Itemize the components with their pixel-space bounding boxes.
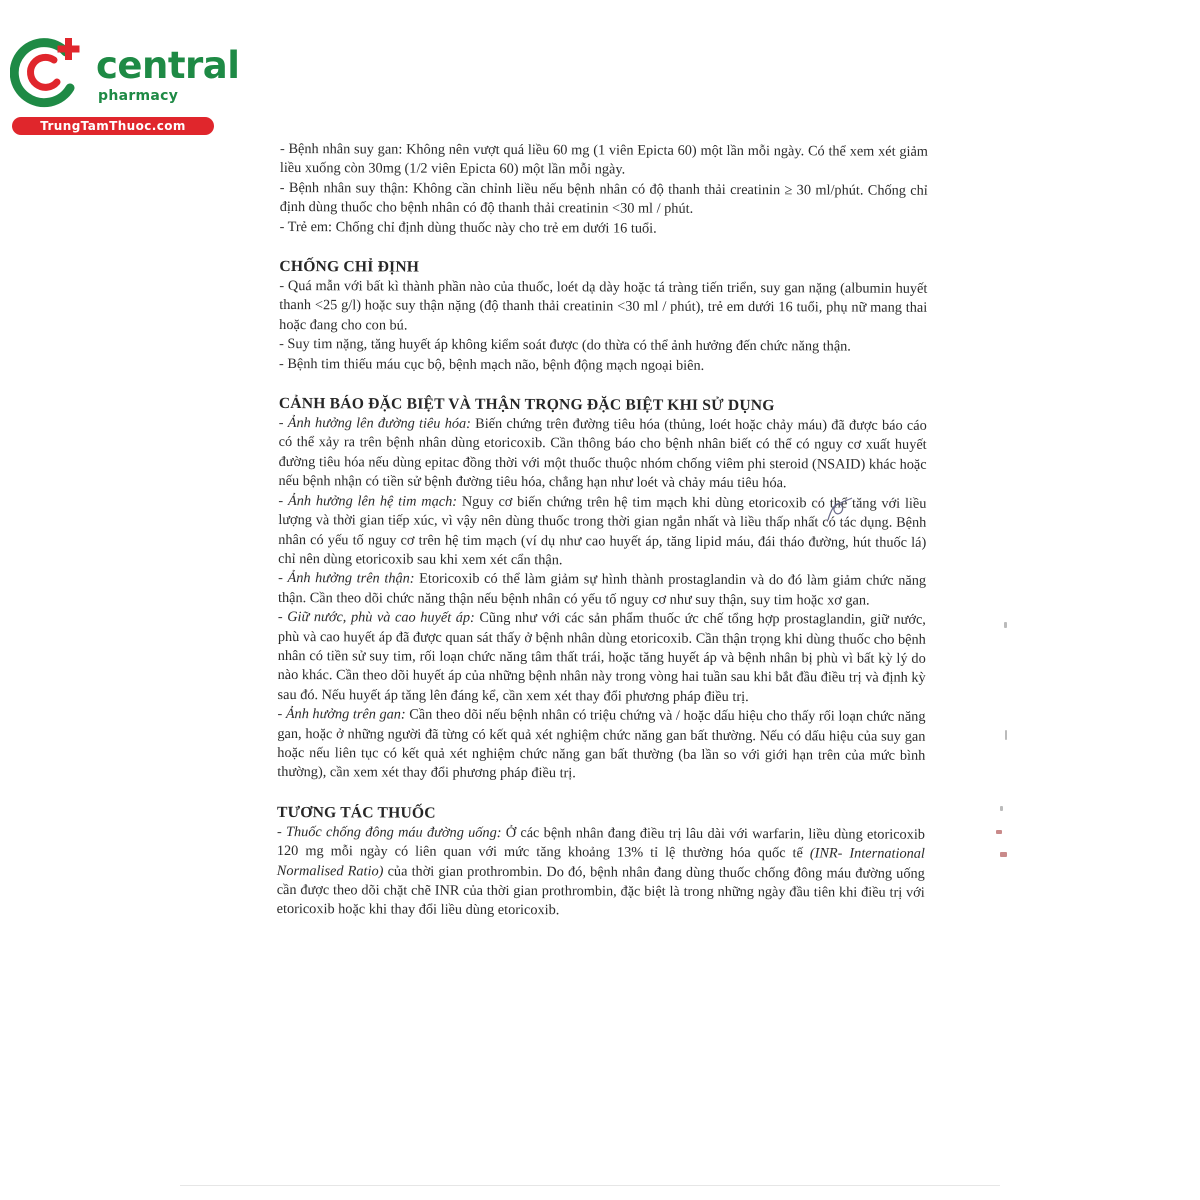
scan-mark [996, 830, 1002, 834]
interaction-text: Ở các bệnh nhân đang điều trị lâu dài với warfarin, liều dùng etoricoxib 120 mg mỗi ngày có liên quan với mức tăng khoảng 13% tỉ lệ thường hóa quốc tế [276, 824, 926, 862]
brand-name: central [96, 44, 240, 87]
contraindication-item: - Quá mẫn với bất kì thành phần nào của thuốc, loét dạ dày hoặc tá tràng tiến triển, suy gan nặng (albumin huyết thanh <25 g/l) hoặc suy thận nặng (độ thanh thải creatinin <30 ml / phút), trẻ em dưới 16 tuổi, phụ nữ mang thai hoặc đang cho con bú. [279, 278, 928, 334]
scan-mark [1004, 622, 1007, 628]
warning-item-fluid [278, 608, 926, 708]
warning-text: Cũng như với các sản phẩm thuốc ức chế tổng hợp prostaglandin, giữ nước, phù và cao huyết áp đã được quan sát thấy ở bệnh nhân dùng etoricoxib. Cần thận trọng khi dùng thuốc cho bệnh nhân có tiền sử suy tim, rối loạn chức năng tâm thất trái, hoặc tăng huyết áp và bệnh nhân bị phù vì bất kỳ lý do nào khác. Cần theo dõi huyết áp của những bệnh nhân này trong vòng hai tuần sau khi bắt đầu điều trị và định kỳ sau đó. Nếu huyết áp tăng lên đáng kể, cần xem xét thay đổi phương pháp điều trị. [277, 609, 926, 705]
dosage-renal: - Bệnh nhân suy thận: Không cần chỉnh liều nếu bệnh nhân có độ thanh thải creatinin ≥ 30 ml/phút. Chống chỉ định dùng thuốc cho bệnh nhân có độ thanh thải creatinin <30 ml / phút. [279, 179, 928, 218]
interaction-item-anticoagulant [277, 823, 925, 923]
dosage-children: - Trẻ em: Chống chỉ định dùng thuốc này cho trẻ em dưới 16 tuổi. [279, 218, 657, 237]
warnings-heading: CẢNH BÁO ĐẶC BIỆT VÀ THẬN TRỌNG ĐẶC BIỆT KHI SỬ DỤNG [278, 395, 775, 415]
interaction-label: - Thuốc chống đông máu đường uống: [276, 823, 502, 841]
inr-definition: (INR- International Normalised Ratio) [276, 845, 925, 880]
warning-item-hepatic [277, 705, 925, 785]
scan-mark [1005, 730, 1007, 740]
warning-text: Etoricoxib có thể làm giảm sự hình thành prostaglandin và do đó làm giảm chức năng thận. Cần theo dõi chức năng thận nếu bệnh nhân có yếu tố nguy cơ như suy thận, suy tim hoặc xơ gan. [277, 570, 927, 609]
warning-label: - Ảnh hưởng lên hệ tim mạch: [278, 492, 458, 510]
interactions-heading: TƯƠNG TÁC THUỐC [277, 803, 436, 822]
document-body [277, 140, 928, 923]
warning-text: Biến chứng trên đường tiêu hóa (thủng, loét hoặc chảy máu) đã được báo cáo có thể xảy ra trên bệnh nhân dùng etoricoxib. Cần thông báo cho bệnh nhân biết có thể có nguy cơ xuất huyết đường tiêu hóa nếu dùng epitac đồng thời với một thuốc thuộc nhóm chống viêm phi steroid (NSAID) khác hoặc nếu bệnh nhận có tiền sử bệnh đường tiêu hóa, chẳng hạn như loét và chảy máu tiêu hóa. [278, 415, 927, 492]
contraindications-heading: CHỐNG CHỈ ĐỊNH [279, 258, 420, 276]
scan-edge [180, 1185, 1000, 1186]
dosage-hepatic: - Bệnh nhân suy gan: Không nên vượt quá liều 60 mg (1 viên Epicta 60) một lần mỗi ngày. Có thể xem xét giảm liều xuống còn 30mg (1/2 viên Epicta 60) một lần mỗi ngày. [279, 140, 928, 178]
warning-item-gi [278, 414, 926, 494]
brand-subtitle: pharmacy [98, 88, 179, 104]
warning-label: - Giữ nước, phù và cao huyết áp: [277, 609, 475, 626]
warning-label: - Ảnh hưởng lên đường tiêu hóa: [278, 415, 471, 432]
warning-text: Nguy cơ biến chứng trên hệ tim mạch khi dùng etoricoxib có thể tăng với liều lượng và thời gian tiếp xúc, vì vậy nên dùng thuốc trong thời gian ngắn nhất và liều thấp nhất có tác dụng. Bệnh nhân có yếu tố nguy cơ trên hệ tim mạch (ví dụ như cao huyết áp, tăng lipid máu, đái tháo đường, hút thuốc lá) chỉ nên dùng etoricoxib sau khi xem xét cẩn thận. [278, 493, 927, 569]
warning-label: - Ảnh hưởng trên gan: [277, 706, 406, 723]
warning-label: - Ảnh hưởng trên thận: [278, 570, 415, 587]
interaction-text: của thời gian prothrombin. Do đó, bệnh nhân đang dùng thuốc chống đông máu đường uống cần được theo dõi chặt chẽ INR của thời gian prothrombin, đặc biệt là trong những ngày đầu tiên khi điều trị với etoricoxib hoặc khi thay đổi liều dùng etoricoxib. [276, 863, 925, 919]
warning-text: Cần theo dõi nếu bệnh nhân có triệu chứng và / hoặc dấu hiệu cho thấy rối loạn chức năng gan, hoặc ở những người đã từng có kết quả xét nghiệm chức năng gan bất thường. Nếu có dấu hiệu của suy gan hoặc nếu liên tục có kết quả xét nghiệm chức năng gan bất thường (ba lần so với giới hạn trên của mức bình thường), cần xem xét thay đổi phương pháp điều trị. [277, 706, 926, 782]
pharmacy-cross-logo-icon [10, 36, 86, 108]
brand-logo[interactable] [8, 36, 240, 136]
contraindication-item: - Suy tim nặng, tăng huyết áp không kiểm soát được (do thừa có thể ảnh hưởng đến chức năng thận. [279, 336, 851, 355]
scan-mark [1000, 806, 1003, 811]
scan-mark [1000, 852, 1007, 857]
warning-item-renal [278, 569, 926, 611]
handwritten-initials-icon [822, 496, 862, 526]
brand-url-badge[interactable]: TrungTamThuoc.com [12, 117, 214, 135]
contraindication-item: - Bệnh tim thiếu máu cục bộ, bệnh mạch não, bệnh động mạch ngoại biên. [278, 355, 705, 374]
